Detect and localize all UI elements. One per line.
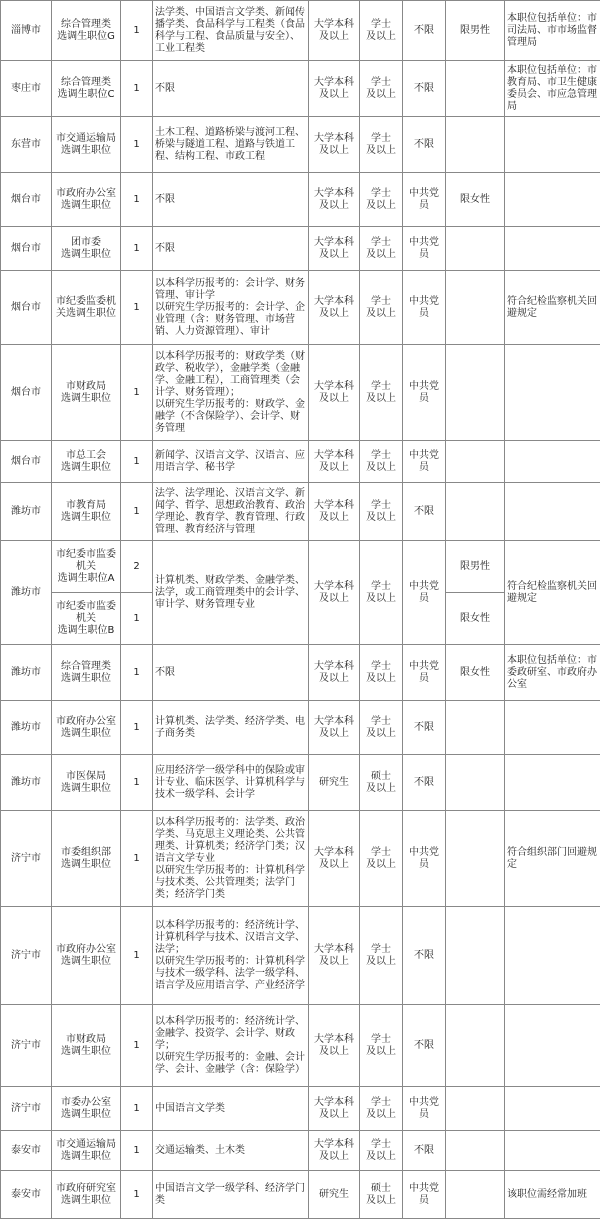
education-cell: 大学本科 及以上 — [309, 1087, 360, 1131]
count-cell: 1 — [121, 483, 153, 541]
political-cell: 不限 — [403, 1131, 446, 1171]
degree-cell: 学士 及以上 — [360, 271, 403, 345]
political-cell: 中共党员 — [403, 345, 446, 441]
table-row — [1, 441, 600, 483]
degree-cell: 学士 及以上 — [360, 1087, 403, 1131]
degree-cell: 学士 及以上 — [360, 227, 403, 271]
degree-cell: 硕士 及以上 — [360, 1171, 403, 1219]
table-row — [1, 227, 600, 271]
major-cell: 以本科学历报考的：财政学类（财政学、税收学），金融学类（金融学、金融工程），工商管理类（会计学、财务管理）； 以研究生学历报考的：财政学、金融学（不含保险学）、会计学、财务管理 — [153, 345, 309, 441]
political-cell: 不限 — [403, 1, 446, 61]
count-cell: 1 — [121, 1005, 153, 1087]
position-cell: 市教育局 选调生职位 — [52, 483, 121, 541]
city-cell: 济宁市 — [1, 811, 52, 907]
note-cell: 符合纪检监察机关回避规定 — [505, 271, 600, 345]
gender-cell — [446, 1005, 505, 1087]
major-cell: 不限 — [153, 645, 309, 701]
count-cell: 1 — [121, 701, 153, 755]
count-cell: 1 — [121, 441, 153, 483]
note-cell — [505, 907, 600, 1005]
political-cell: 不限 — [403, 1005, 446, 1087]
political-cell: 中共党员 — [403, 173, 446, 227]
table-row — [1, 1, 600, 61]
major-cell: 不限 — [153, 227, 309, 271]
position-cell: 市交通运输局 选调生职位 — [52, 117, 121, 173]
degree-cell: 学士 及以上 — [360, 61, 403, 117]
political-cell: 不限 — [403, 61, 446, 117]
degree-cell: 学士 及以上 — [360, 1005, 403, 1087]
city-cell: 淄博市 — [1, 1, 52, 61]
education-cell: 大学本科 及以上 — [309, 173, 360, 227]
education-cell: 大学本科 及以上 — [309, 645, 360, 701]
gender-cell — [446, 755, 505, 811]
major-cell: 中国语言文学类 — [153, 1087, 309, 1131]
count-cell: 1 — [121, 645, 153, 701]
position-cell: 市医保局 选调生职位 — [52, 755, 121, 811]
position-cell: 市政府研究室 选调生职位 — [52, 1171, 121, 1219]
gender-cell — [446, 1087, 505, 1131]
political-cell: 中共党员 — [403, 227, 446, 271]
city-cell: 潍坊市 — [1, 645, 52, 701]
degree-cell: 学士 及以上 — [360, 541, 403, 645]
count-cell: 1 — [121, 1, 153, 61]
city-cell: 潍坊市 — [1, 541, 52, 645]
count-cell: 1 — [121, 755, 153, 811]
education-cell: 大学本科 及以上 — [309, 1005, 360, 1087]
city-cell: 烟台市 — [1, 227, 52, 271]
count-cell: 1 — [121, 227, 153, 271]
table-row — [1, 1005, 600, 1087]
city-cell: 济宁市 — [1, 907, 52, 1005]
position-cell: 综合管理类 选调生职位G — [52, 1, 121, 61]
education-cell: 大学本科 及以上 — [309, 701, 360, 755]
education-cell: 大学本科 及以上 — [309, 541, 360, 645]
position-cell: 市纪委市监委 机关 选调生职位A — [52, 541, 121, 593]
gender-cell: 限女性 — [446, 173, 505, 227]
education-cell: 大学本科 及以上 — [309, 61, 360, 117]
city-cell: 泰安市 — [1, 1171, 52, 1219]
major-cell: 应用经济学一级学科中的保险或审计专业、临床医学、计算机科学与技术一级学科、会计学 — [153, 755, 309, 811]
count-cell: 1 — [121, 1171, 153, 1219]
table-row — [1, 345, 600, 441]
gender-cell — [446, 441, 505, 483]
major-cell: 中国语言文学一级学科、经济学门类 — [153, 1171, 309, 1219]
political-cell: 不限 — [403, 907, 446, 1005]
note-cell: 符合纪检监察机关回避规定 — [505, 541, 600, 645]
major-cell: 以本科学历报考的：经济统计学、金融学、投资学、会计学、财政学； 以研究生学历报考的：金融、会计学、会计、金融学（含：保险学） — [153, 1005, 309, 1087]
count-cell: 1 — [121, 593, 153, 645]
gender-cell — [446, 701, 505, 755]
gender-cell — [446, 483, 505, 541]
gender-cell: 限女性 — [446, 593, 505, 645]
table-row — [1, 907, 600, 1005]
political-cell: 中共党员 — [403, 811, 446, 907]
position-cell: 市委组织部 选调生职位 — [52, 811, 121, 907]
position-cell: 市政府办公室 选调生职位 — [52, 907, 121, 1005]
city-cell: 烟台市 — [1, 345, 52, 441]
count-cell: 1 — [121, 173, 153, 227]
count-cell: 1 — [121, 345, 153, 441]
degree-cell: 学士 及以上 — [360, 173, 403, 227]
degree-cell: 学士 及以上 — [360, 1131, 403, 1171]
major-cell: 以本科学历报考的：经济统计学、计算机科学与技术、汉语言文学、法学； 以研究生学历报考的：计算机科学与技术一级学科、法学一级学科、语言学及应用语言学、产业经济学 — [153, 907, 309, 1005]
major-cell: 法学、法学理论、汉语言文学、新闻学、哲学、思想政治教育、政治学理论、教育学、教育管理、行政管理、教育经济与管理 — [153, 483, 309, 541]
education-cell: 大学本科 及以上 — [309, 441, 360, 483]
education-cell: 研究生 — [309, 755, 360, 811]
degree-cell: 学士 及以上 — [360, 701, 403, 755]
education-cell: 研究生 — [309, 1171, 360, 1219]
education-cell: 大学本科 及以上 — [309, 1131, 360, 1171]
gender-cell — [446, 345, 505, 441]
major-cell: 土木工程、道路桥梁与渡河工程、桥梁与隧道工程、道路与铁道工程、结构工程、市政工程 — [153, 117, 309, 173]
table-row — [1, 645, 600, 701]
gender-cell — [446, 1171, 505, 1219]
table-row — [1, 1171, 600, 1219]
note-cell — [505, 483, 600, 541]
city-cell: 潍坊市 — [1, 483, 52, 541]
political-cell: 中共党员 — [403, 645, 446, 701]
education-cell: 大学本科 及以上 — [309, 811, 360, 907]
note-cell: 符合组织部门回避规定 — [505, 811, 600, 907]
note-cell — [505, 173, 600, 227]
major-cell: 计算机类、法学类、经济学类、电子商务类 — [153, 701, 309, 755]
major-cell: 交通运输类、土木类 — [153, 1131, 309, 1171]
political-cell: 中共党员 — [403, 541, 446, 645]
count-cell: 1 — [121, 1087, 153, 1131]
city-cell: 潍坊市 — [1, 755, 52, 811]
gender-cell: 限男性 — [446, 541, 505, 593]
degree-cell: 学士 及以上 — [360, 483, 403, 541]
political-cell: 中共党员 — [403, 271, 446, 345]
table-row — [1, 541, 600, 593]
education-cell: 大学本科 及以上 — [309, 117, 360, 173]
count-cell: 1 — [121, 811, 153, 907]
city-cell: 济宁市 — [1, 1087, 52, 1131]
gender-cell — [446, 811, 505, 907]
major-cell: 新闻学、汉语言文学、汉语言、应用语言学、秘书学 — [153, 441, 309, 483]
position-cell: 市纪委监委机 关选调生职位 — [52, 271, 121, 345]
political-cell: 中共党员 — [403, 1171, 446, 1219]
note-cell: 本职位包括单位：市委政研室、市政府办公室 — [505, 645, 600, 701]
count-cell: 1 — [121, 1131, 153, 1171]
degree-cell: 硕士 及以上 — [360, 755, 403, 811]
degree-cell: 学士 及以上 — [360, 441, 403, 483]
note-cell — [505, 441, 600, 483]
note-cell: 本职位包括单位：市司法局、市市场监督管理局 — [505, 1, 600, 61]
city-cell: 潍坊市 — [1, 701, 52, 755]
table-row — [1, 1131, 600, 1171]
note-cell — [505, 701, 600, 755]
table-row — [1, 1087, 600, 1131]
gender-cell: 限男性 — [446, 1, 505, 61]
city-cell: 烟台市 — [1, 271, 52, 345]
position-cell: 市政府办公室 选调生职位 — [52, 701, 121, 755]
major-cell: 不限 — [153, 61, 309, 117]
education-cell: 大学本科 及以上 — [309, 227, 360, 271]
note-cell — [505, 1005, 600, 1087]
political-cell: 中共党员 — [403, 441, 446, 483]
position-cell: 市委办公室 选调生职位 — [52, 1087, 121, 1131]
gender-cell — [446, 61, 505, 117]
political-cell: 中共党员 — [403, 1087, 446, 1131]
gender-cell — [446, 1131, 505, 1171]
note-cell — [505, 755, 600, 811]
table-row — [1, 483, 600, 541]
note-cell — [505, 117, 600, 173]
note-cell — [505, 345, 600, 441]
count-cell: 1 — [121, 271, 153, 345]
count-cell: 1 — [121, 61, 153, 117]
note-cell: 本职位包括单位：市教育局、市卫生健康委员会、市应急管理局 — [505, 61, 600, 117]
city-cell: 济宁市 — [1, 1005, 52, 1087]
note-cell — [505, 1131, 600, 1171]
position-cell: 市财政局 选调生职位 — [52, 345, 121, 441]
major-cell: 法学类、中国语言文学类、新闻传播学类、食品科学与工程类（食品科学与工程、食品质量与安全）、工业工程类 — [153, 1, 309, 61]
education-cell: 大学本科 及以上 — [309, 483, 360, 541]
position-cell: 综合管理类 选调生职位 — [52, 645, 121, 701]
education-cell: 大学本科 及以上 — [309, 1, 360, 61]
table-row — [1, 271, 600, 345]
education-cell: 大学本科 及以上 — [309, 271, 360, 345]
table-row — [1, 701, 600, 755]
degree-cell: 学士 及以上 — [360, 1, 403, 61]
political-cell: 不限 — [403, 755, 446, 811]
table-row — [1, 755, 600, 811]
gender-cell — [446, 271, 505, 345]
position-cell: 市政府办公室 选调生职位 — [52, 173, 121, 227]
degree-cell: 学士 及以上 — [360, 645, 403, 701]
gender-cell: 限女性 — [446, 645, 505, 701]
count-cell: 2 — [121, 541, 153, 593]
major-cell: 计算机类、财政学类、金融学类、法学，或工商管理类中的会计学、审计学、财务管理专业 — [153, 541, 309, 645]
count-cell: 1 — [121, 907, 153, 1005]
table-row — [1, 173, 600, 227]
education-cell: 大学本科 及以上 — [309, 345, 360, 441]
major-cell: 不限 — [153, 173, 309, 227]
note-cell — [505, 1087, 600, 1131]
political-cell: 不限 — [403, 701, 446, 755]
major-cell: 以本科学历报考的：会计学、财务管理、审计学 以研究生学历报考的：会计学、企业管理（含：财务管理、市场营销、人力资源管理）、审计 — [153, 271, 309, 345]
political-cell: 不限 — [403, 483, 446, 541]
city-cell: 东营市 — [1, 117, 52, 173]
note-cell — [505, 227, 600, 271]
major-cell: 以本科学历报考的：法学类、政治学类、马克思主义理论类、公共管理类、计算机类；经济学门类；汉语言文学专业 以研究生学历报考的：计算机科学与技术类、公共管理类；法学门类；经济学门类 — [153, 811, 309, 907]
city-cell: 烟台市 — [1, 173, 52, 227]
count-cell: 1 — [121, 117, 153, 173]
position-cell: 市总工会 选调生职位 — [52, 441, 121, 483]
position-cell: 市财政局 选调生职位 — [52, 1005, 121, 1087]
city-cell: 烟台市 — [1, 441, 52, 483]
degree-cell: 学士 及以上 — [360, 117, 403, 173]
position-cell: 综合管理类 选调生职位C — [52, 61, 121, 117]
city-cell: 枣庄市 — [1, 61, 52, 117]
position-cell: 市交通运输局 选调生职位 — [52, 1131, 121, 1171]
degree-cell: 学士 及以上 — [360, 811, 403, 907]
table-row — [1, 61, 600, 117]
gender-cell — [446, 117, 505, 173]
education-cell: 大学本科 及以上 — [309, 907, 360, 1005]
table-row — [1, 811, 600, 907]
position-cell: 团市委 选调生职位 — [52, 227, 121, 271]
gender-cell — [446, 227, 505, 271]
degree-cell: 学士 及以上 — [360, 345, 403, 441]
city-cell: 泰安市 — [1, 1131, 52, 1171]
position-cell: 市纪委市监委 机关 选调生职位B — [52, 593, 121, 645]
table-row — [1, 117, 600, 173]
note-cell: 该职位需经常加班 — [505, 1171, 600, 1219]
gender-cell — [446, 907, 505, 1005]
degree-cell: 学士 及以上 — [360, 907, 403, 1005]
political-cell: 不限 — [403, 117, 446, 173]
